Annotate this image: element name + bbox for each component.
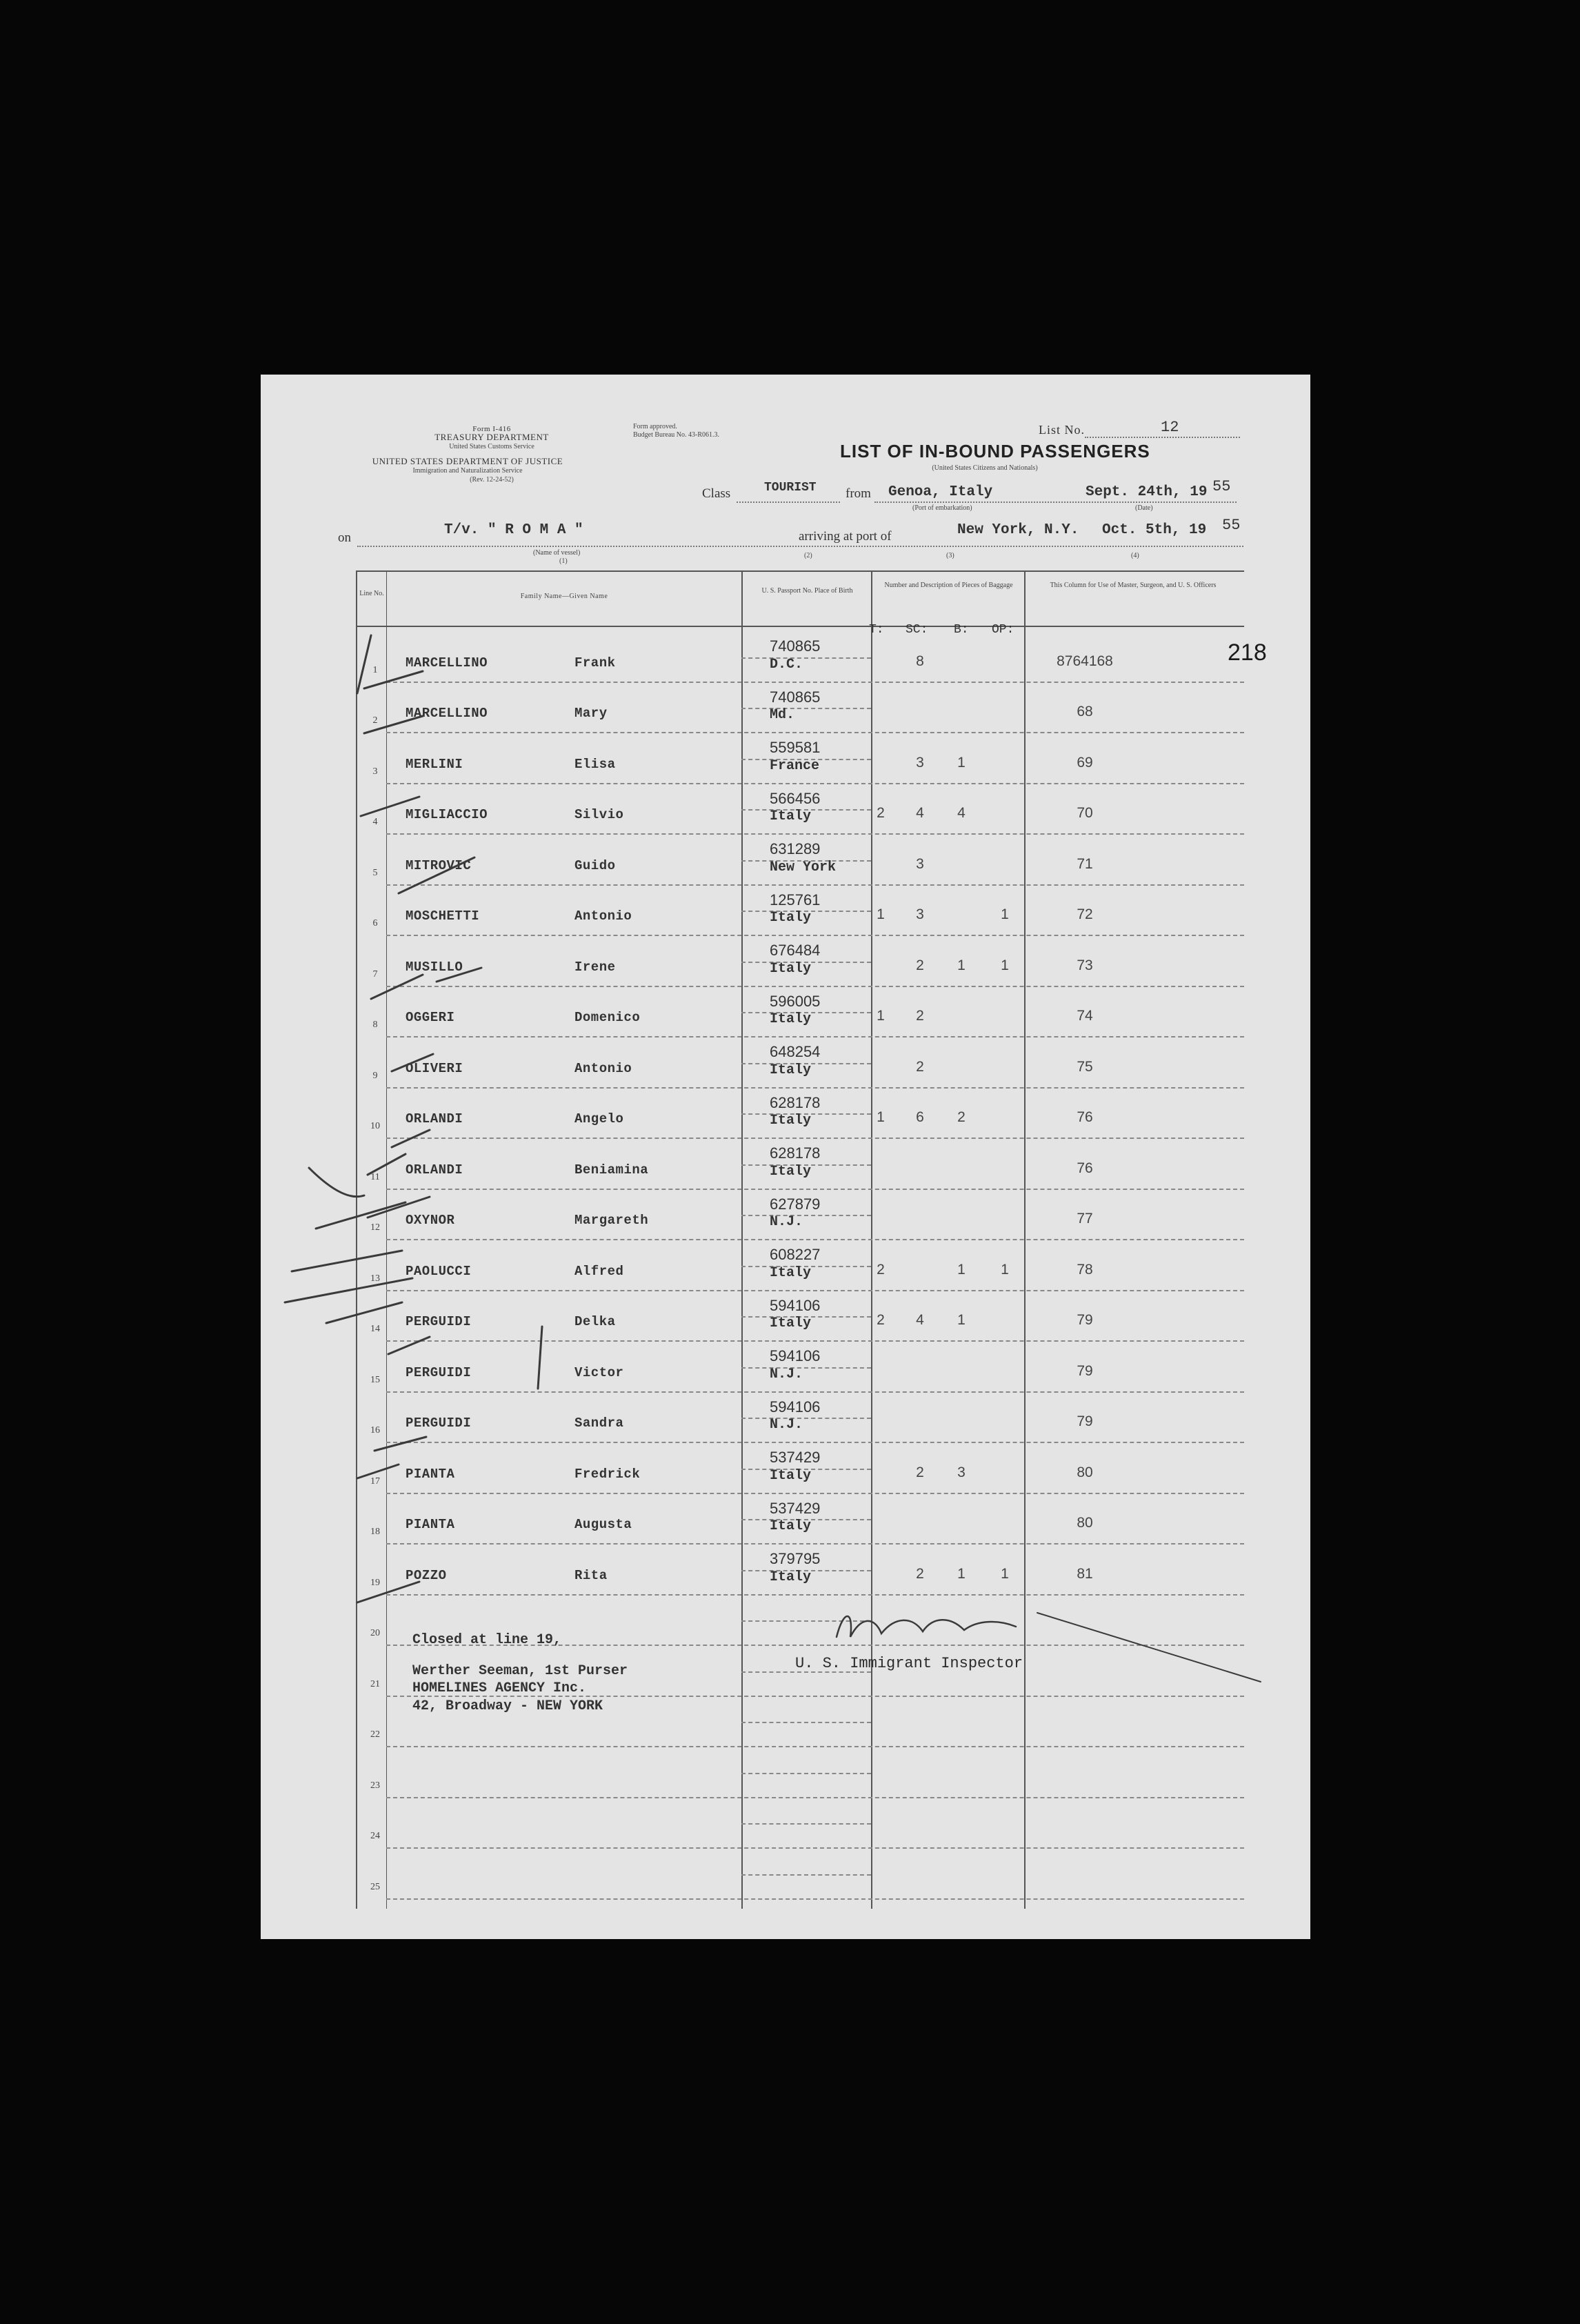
baggage-b: 2 bbox=[957, 1109, 966, 1125]
family-name: OGGERI bbox=[406, 1010, 455, 1025]
baggage-t: 2 bbox=[877, 1312, 885, 1328]
list-no-label: List No. bbox=[1039, 423, 1086, 437]
place-of-birth: Italy bbox=[770, 1518, 812, 1534]
given-name: Augusta bbox=[574, 1517, 632, 1532]
line-number: 19 bbox=[370, 1577, 380, 1588]
list-no-value: 12 bbox=[1161, 419, 1179, 436]
given-name: Irene bbox=[574, 959, 616, 975]
given-name: Delka bbox=[574, 1314, 616, 1329]
family-name: MITROVIC bbox=[406, 857, 472, 873]
agency-name: HOMELINES AGENCY Inc. bbox=[412, 1680, 587, 1696]
line-number: 17 bbox=[370, 1476, 380, 1487]
arrival-year: 55 bbox=[1222, 517, 1241, 534]
officer-number: 72 bbox=[1077, 906, 1093, 922]
passport-number: 627879 bbox=[770, 1195, 821, 1213]
line-number: 6 bbox=[372, 918, 378, 928]
vessel-name: T/v. " R O M A " bbox=[444, 522, 583, 538]
port-of-arrival: New York, N.Y. bbox=[957, 522, 1079, 538]
justice-dept: UNITED STATES DEPARTMENT OF JUSTICE bbox=[372, 456, 563, 466]
vessel-caption: (Name of vessel) bbox=[533, 549, 581, 557]
family-name: PERGUIDI bbox=[406, 1416, 472, 1431]
passport-number: 379795 bbox=[770, 1550, 821, 1567]
family-name: ORLANDI bbox=[406, 1162, 463, 1178]
place-of-birth: N.J. bbox=[770, 1366, 803, 1382]
document-subtitle: (United States Citizens and Nationals) bbox=[932, 464, 1038, 472]
officer-number: 71 bbox=[1077, 855, 1093, 872]
line-number: 16 bbox=[370, 1425, 380, 1436]
officer-number: 76 bbox=[1077, 1160, 1093, 1176]
bag-sc-header: SC: bbox=[906, 623, 928, 637]
given-name: Frank bbox=[574, 655, 616, 671]
officer-number: 73 bbox=[1077, 957, 1093, 973]
officer-number: 79 bbox=[1077, 1362, 1093, 1379]
agency-address: 42, Broadway - NEW YORK bbox=[412, 1698, 603, 1714]
family-name: MARCELLINO bbox=[406, 706, 488, 721]
given-name: Margareth bbox=[574, 1213, 649, 1228]
form-approved: Form approved. bbox=[633, 423, 677, 430]
place-of-birth: New York bbox=[770, 859, 837, 875]
place-of-birth: Italy bbox=[770, 1569, 812, 1585]
line-number: 23 bbox=[370, 1780, 380, 1791]
baggage-sc: 2 bbox=[916, 1058, 924, 1075]
passport-number: 537429 bbox=[770, 1499, 821, 1517]
family-name: MARCELLINO bbox=[406, 655, 488, 671]
baggage-b: 3 bbox=[957, 1464, 966, 1480]
class-label: Class bbox=[702, 486, 731, 501]
treasury-dept: TREASURY DEPARTMENT bbox=[434, 432, 549, 442]
purser-name: Werther Seeman, 1st Purser bbox=[412, 1663, 628, 1679]
line-number: 4 bbox=[372, 817, 378, 827]
given-name: Rita bbox=[574, 1567, 608, 1583]
officer-number: 74 bbox=[1077, 1008, 1093, 1024]
officer-number: 70 bbox=[1077, 805, 1093, 821]
embark-caption: (Port of embarkation) bbox=[912, 504, 972, 512]
passport-number: 594106 bbox=[770, 1398, 821, 1416]
baggage-op: 1 bbox=[1001, 906, 1009, 922]
officer-number: 80 bbox=[1077, 1515, 1093, 1531]
line-number: 3 bbox=[372, 766, 378, 777]
family-name: PERGUIDI bbox=[406, 1314, 472, 1329]
port-of-embarkation: Genoa, Italy bbox=[888, 484, 993, 500]
passport-number: 648254 bbox=[770, 1043, 821, 1060]
passport-number: 608227 bbox=[770, 1246, 821, 1263]
place-of-birth: Italy bbox=[770, 1467, 812, 1484]
line-number: 2 bbox=[372, 715, 378, 726]
family-name: PIANTA bbox=[406, 1466, 455, 1482]
given-name: Angelo bbox=[574, 1111, 624, 1126]
line-number: 20 bbox=[370, 1628, 380, 1638]
given-name: Sandra bbox=[574, 1416, 624, 1431]
inspector-title: U. S. Immigrant Inspector bbox=[795, 1655, 1023, 1672]
ins-label: Immigration and Naturalization Service bbox=[412, 467, 523, 475]
header-baggage: Number and Description of Pieces of Baggage bbox=[884, 582, 1013, 589]
caption-4: (4) bbox=[1131, 552, 1139, 559]
family-name: MUSILLO bbox=[406, 959, 463, 975]
place-of-birth: D.C. bbox=[770, 656, 803, 673]
family-name: PERGUIDI bbox=[406, 1364, 472, 1380]
caption-3: (3) bbox=[946, 552, 954, 559]
given-name: Alfred bbox=[574, 1263, 624, 1279]
officer-number: 68 bbox=[1077, 704, 1093, 719]
family-name: MOSCHETTI bbox=[406, 908, 480, 924]
baggage-sc: 3 bbox=[916, 754, 924, 771]
place-of-birth: Italy bbox=[770, 960, 812, 977]
page-number: 218 bbox=[1228, 639, 1267, 666]
family-name: OXYNOR bbox=[406, 1213, 455, 1228]
passport-number: 559581 bbox=[770, 739, 821, 756]
officer-number: 75 bbox=[1077, 1058, 1093, 1075]
baggage-sc: 2 bbox=[916, 1008, 924, 1024]
line-number: 12 bbox=[370, 1222, 380, 1233]
passport-number: 740865 bbox=[770, 688, 821, 706]
baggage-sc: 2 bbox=[916, 1565, 924, 1582]
given-name: Mary bbox=[574, 706, 608, 721]
header-name: Family Name—Given Name bbox=[520, 593, 608, 600]
baggage-b: 1 bbox=[957, 1261, 966, 1278]
baggage-sc: 6 bbox=[916, 1109, 924, 1125]
customs-service: United States Customs Service bbox=[449, 443, 534, 450]
baggage-b: 1 bbox=[957, 754, 966, 771]
line-number: 13 bbox=[370, 1273, 380, 1284]
line-number: 25 bbox=[370, 1881, 380, 1892]
place-of-birth: France bbox=[770, 757, 820, 774]
given-name: Antonio bbox=[574, 908, 632, 924]
baggage-t: 1 bbox=[877, 1008, 885, 1024]
line-number: 1 bbox=[372, 664, 378, 675]
vessel-caption-num: (1) bbox=[559, 557, 568, 565]
bag-t-header: T: bbox=[869, 623, 884, 637]
given-name: Antonio bbox=[574, 1060, 632, 1076]
baggage-sc: 4 bbox=[916, 1312, 924, 1328]
line-number: 14 bbox=[370, 1324, 380, 1334]
passport-number: 596005 bbox=[770, 992, 821, 1010]
line-number: 24 bbox=[370, 1831, 380, 1841]
place-of-birth: Italy bbox=[770, 1062, 812, 1078]
passport-number: 631289 bbox=[770, 840, 821, 857]
baggage-b: 1 bbox=[957, 1565, 966, 1582]
given-name: Domenico bbox=[574, 1010, 641, 1025]
header-line-no: Line No. bbox=[359, 590, 384, 597]
from-label: from bbox=[846, 486, 871, 501]
place-of-birth: Italy bbox=[770, 808, 812, 824]
caption-2: (2) bbox=[804, 552, 812, 559]
given-name: Elisa bbox=[574, 756, 616, 772]
on-label: on bbox=[338, 530, 351, 545]
place-of-birth: Italy bbox=[770, 1315, 812, 1331]
baggage-op: 1 bbox=[1001, 957, 1009, 973]
place-of-birth: Italy bbox=[770, 1011, 812, 1027]
given-name: Guido bbox=[574, 857, 616, 873]
closed-at-line: Closed at line 19, bbox=[412, 1632, 562, 1648]
place-of-birth: Italy bbox=[770, 1163, 812, 1180]
line-number: 21 bbox=[370, 1678, 380, 1689]
baggage-b: 1 bbox=[957, 1312, 966, 1328]
line-number: 9 bbox=[372, 1070, 378, 1081]
line-number: 18 bbox=[370, 1527, 380, 1537]
baggage-b: 4 bbox=[957, 805, 966, 821]
baggage-sc: 3 bbox=[916, 855, 924, 872]
passport-number: 537429 bbox=[770, 1449, 821, 1466]
document-title: LIST OF IN-BOUND PASSENGERS bbox=[840, 441, 1150, 461]
line-number: 5 bbox=[372, 867, 378, 878]
baggage-op: 1 bbox=[1001, 1565, 1009, 1582]
baggage-b: 1 bbox=[957, 957, 966, 973]
handwritten-marks bbox=[261, 375, 1310, 1939]
given-name: Fredrick bbox=[574, 1466, 641, 1482]
line-number: 10 bbox=[370, 1121, 380, 1131]
given-name: Silvio bbox=[574, 807, 624, 822]
line-number: 7 bbox=[372, 969, 378, 980]
place-of-birth: N.J. bbox=[770, 1214, 803, 1230]
revision-date: (Rev. 12-24-52) bbox=[470, 476, 514, 484]
baggage-sc: 2 bbox=[916, 957, 924, 973]
header-passport: U. S. Passport No. Place of Birth bbox=[761, 587, 853, 595]
family-name: OLIVERI bbox=[406, 1060, 463, 1076]
form-number: Form I-416 bbox=[472, 425, 511, 433]
bag-op-header: OP: bbox=[992, 623, 1014, 637]
arriving-label: arriving at port of bbox=[799, 529, 892, 544]
officer-number: 80 bbox=[1077, 1464, 1093, 1480]
family-name: ORLANDI bbox=[406, 1111, 463, 1126]
baggage-t: 1 bbox=[877, 906, 885, 922]
given-name: Victor bbox=[574, 1364, 624, 1380]
officer-number: 79 bbox=[1077, 1413, 1093, 1429]
bag-b-header: B: bbox=[954, 623, 969, 637]
given-name: Beniamina bbox=[574, 1162, 649, 1178]
place-of-birth: Italy bbox=[770, 910, 812, 926]
passport-number: 594106 bbox=[770, 1347, 821, 1364]
passport-number: 628178 bbox=[770, 1093, 821, 1111]
baggage-sc: 3 bbox=[916, 906, 924, 922]
line-number: 11 bbox=[370, 1171, 380, 1182]
baggage-t: 1 bbox=[877, 1109, 885, 1125]
officer-number: 81 bbox=[1077, 1565, 1093, 1582]
line-number: 15 bbox=[370, 1374, 380, 1385]
family-name: PAOLUCCI bbox=[406, 1263, 472, 1279]
place-of-birth: N.J. bbox=[770, 1417, 803, 1433]
family-name: MERLINI bbox=[406, 756, 463, 772]
family-name: POZZO bbox=[406, 1567, 447, 1583]
officer-number: 69 bbox=[1077, 754, 1093, 771]
line-number: 22 bbox=[370, 1729, 380, 1740]
budget-bureau: Budget Bureau No. 43-R061.3. bbox=[633, 431, 719, 439]
passport-number: 628178 bbox=[770, 1144, 821, 1162]
header-officers: This Column for Use of Master, Surgeon, and U. S. Officers bbox=[1050, 582, 1217, 589]
baggage-t: 2 bbox=[877, 1261, 885, 1278]
passport-number: 676484 bbox=[770, 942, 821, 959]
passport-number: 594106 bbox=[770, 1296, 821, 1314]
place-of-birth: Italy bbox=[770, 1264, 812, 1281]
passenger-list-sheet bbox=[261, 375, 1310, 1939]
date-caption: (Date) bbox=[1135, 504, 1153, 512]
line-number: 8 bbox=[372, 1020, 378, 1030]
baggage-sc: 4 bbox=[916, 805, 924, 821]
officer-number: 8764168 bbox=[1057, 653, 1113, 669]
embarkation-year: 55 bbox=[1212, 478, 1231, 495]
place-of-birth: Italy bbox=[770, 1113, 812, 1129]
family-name: MIGLIACCIO bbox=[406, 807, 488, 822]
place-of-birth: Md. bbox=[770, 707, 795, 723]
officer-number: 76 bbox=[1077, 1109, 1093, 1125]
embarkation-date: Sept. 24th, 19 bbox=[1086, 484, 1208, 500]
officer-number: 77 bbox=[1077, 1211, 1093, 1226]
officer-number: 79 bbox=[1077, 1312, 1093, 1328]
arrival-date: Oct. 5th, 19 bbox=[1102, 522, 1207, 538]
passport-number: 125761 bbox=[770, 891, 821, 908]
passport-number: 566456 bbox=[770, 789, 821, 807]
baggage-op: 1 bbox=[1001, 1261, 1009, 1278]
officer-number: 78 bbox=[1077, 1261, 1093, 1278]
baggage-t: 2 bbox=[877, 805, 885, 821]
family-name: PIANTA bbox=[406, 1517, 455, 1532]
baggage-sc: 8 bbox=[916, 653, 924, 669]
passport-number: 740865 bbox=[770, 637, 821, 655]
baggage-sc: 2 bbox=[916, 1464, 924, 1480]
class-value: TOURIST bbox=[764, 481, 817, 495]
